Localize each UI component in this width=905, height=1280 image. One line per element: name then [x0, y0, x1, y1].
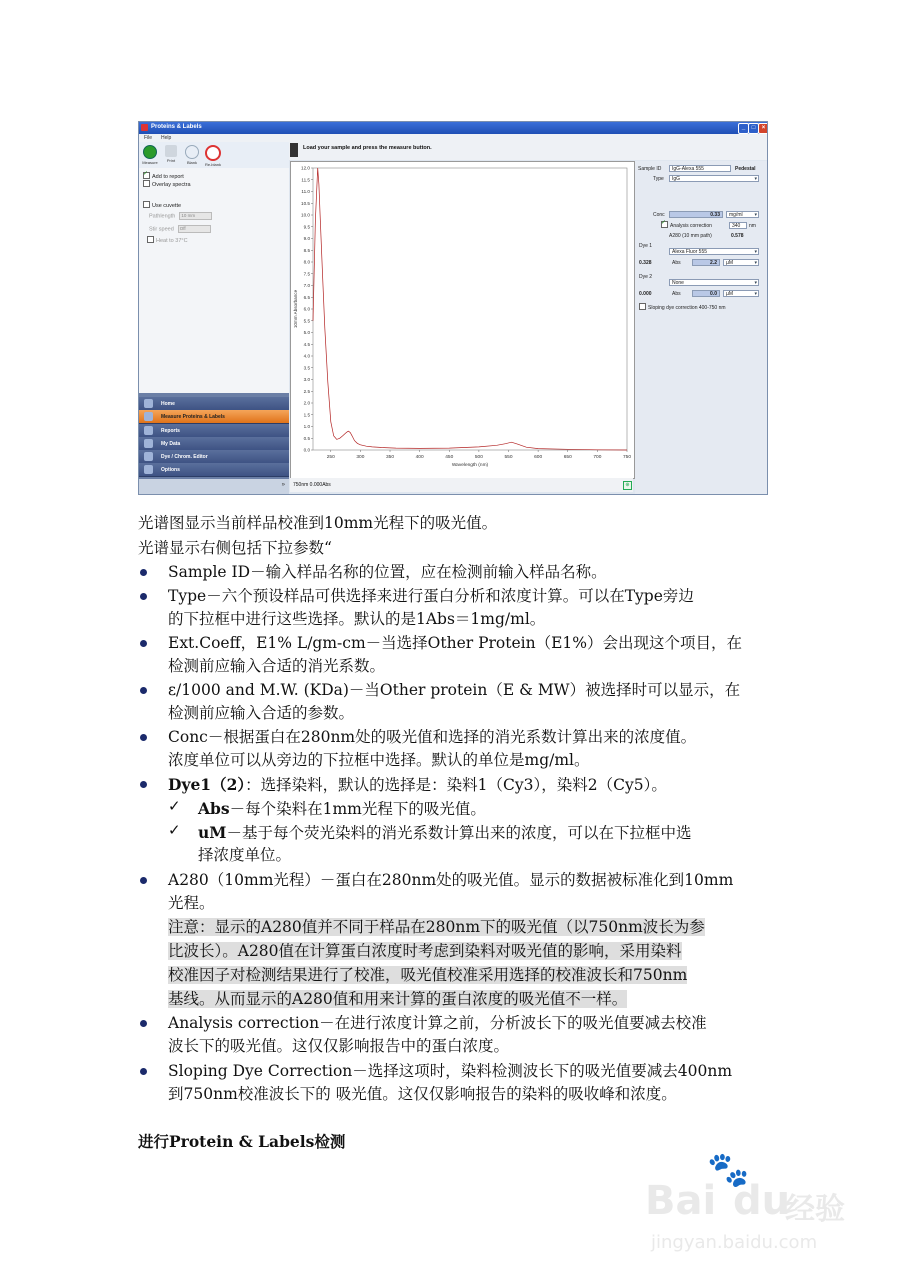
- use-cuvette-label: Use cuvette: [152, 202, 182, 209]
- paragraph-params-intro: 光谱显示右侧包括下拉参数“: [138, 539, 332, 557]
- bullet-icon: [140, 687, 147, 694]
- y-tick-label: 7.0: [303, 283, 310, 289]
- nav-options-label: Options: [161, 467, 180, 473]
- note-line4-text: 基线。从而显示的A280值和用来计算的蛋白浓度的吸光值不一样。: [168, 990, 628, 1008]
- bullet-conc-line1: Conc－根据蛋白在280nm处的吸光值和选择的消光系数计算出来的浓度值。: [168, 728, 697, 746]
- sample-id-label: Sample ID: [638, 166, 662, 172]
- checkbox-checked-icon: [661, 221, 668, 228]
- y-tick-label: 9.5: [303, 224, 310, 230]
- y-tick-label: 5.0: [303, 330, 310, 336]
- type-select[interactable]: IgG ▾: [669, 175, 759, 182]
- watermark-brand: Bai: [645, 1178, 717, 1224]
- note-line3: [168, 964, 687, 987]
- dye-term: Dye1（2）: [168, 775, 246, 794]
- x-tick-label: 400: [415, 455, 424, 460]
- bullet-mw-line2: 检测前应输入合适的参数。: [168, 704, 355, 722]
- bullet-analysis-line2: 波长下的吸光值。这仅仅影响报告中的蛋白浓度。: [168, 1037, 510, 1055]
- y-tick-label: 9.0: [303, 236, 310, 242]
- heat-checkbox[interactable]: [147, 237, 188, 245]
- heat-label: Heat to 37°C: [156, 237, 188, 244]
- collapse-icon[interactable]: »: [281, 482, 285, 488]
- pathlength-select[interactable]: 10 mm: [179, 212, 212, 220]
- um-term: uM: [198, 823, 227, 842]
- reblank-button[interactable]: [204, 145, 222, 167]
- y-tick-label: 3.0: [303, 377, 310, 383]
- data-icon: [144, 439, 153, 448]
- x-tick-label: 450: [445, 455, 454, 460]
- y-tick-label: 10.0: [301, 212, 310, 218]
- bullet-a280-line1: A280（10mm光程）－蛋白在280nm处的吸光值。显示的数据被标准化到10mm: [168, 871, 734, 889]
- note-line1: [168, 916, 705, 939]
- blank-label: Blank: [186, 160, 197, 165]
- y-tick-label: 7.5: [303, 271, 310, 277]
- conc-label: Conc: [653, 212, 665, 218]
- y-tick-label: 3.5: [303, 365, 310, 371]
- paw-icon: 🐾: [707, 1150, 750, 1190]
- y-tick-label: 2.0: [303, 400, 310, 406]
- y-tick-label: 1.5: [303, 412, 310, 418]
- dye1-conc-value: 2.2: [692, 259, 720, 266]
- y-tick-label: 12.0: [301, 165, 310, 171]
- x-tick-label: 350: [386, 455, 395, 460]
- y-tick-label: 0.0: [303, 447, 310, 453]
- bullet-icon: [140, 640, 147, 647]
- checkbox-icon: [143, 180, 150, 187]
- y-tick-label: 5.5: [303, 318, 310, 324]
- bullet-icon: [140, 1068, 147, 1075]
- sample-id-input[interactable]: IgG-Alexa 555: [669, 165, 731, 172]
- status-message: Load your sample and press the measure button.: [303, 145, 432, 151]
- bullet-a280-line2: 光程。: [168, 894, 215, 912]
- y-tick-label: 8.0: [303, 259, 310, 265]
- dye-icon: [144, 452, 153, 461]
- dye2-select[interactable]: None ▾: [669, 279, 759, 286]
- spectrum-plot: [290, 161, 635, 479]
- stir-speed-row: [149, 225, 211, 233]
- x-tick-label: 500: [474, 455, 483, 460]
- baidu-watermark: [645, 1150, 855, 1260]
- bullet-icon: [140, 781, 147, 788]
- bullet-sloping-line1: Sloping Dye Correction－选择这项时，染料检测波长下的吸光值要减去400nm: [168, 1062, 733, 1080]
- bullet-icon: [140, 877, 147, 884]
- checkbox-icon: [639, 303, 646, 310]
- dye2-label: Dye 2: [639, 274, 653, 280]
- x-tick-label: 750: [622, 455, 632, 460]
- nav-measure-proteins[interactable]: [139, 410, 289, 424]
- spectrum-line: [313, 168, 627, 450]
- a280-value: 0.578: [731, 233, 744, 239]
- close-button[interactable]: ×: [758, 123, 768, 134]
- y-axis-label: 10mm Absorbance: [293, 289, 298, 329]
- bullet-extcoeff-line2: 检测前应输入合适的消光系数。: [168, 657, 386, 675]
- x-tick-label: 700: [593, 455, 602, 460]
- app-icon: [141, 124, 148, 131]
- dye1-unit-select[interactable]: µM ▾: [723, 259, 759, 266]
- measure-icon: [144, 412, 153, 421]
- bullet-icon: [140, 569, 147, 576]
- dye-text: ：选择染料，默认的选择是：染料1（Cy3），染料2（Cy5）。: [245, 776, 667, 794]
- checkbox-icon: [143, 201, 150, 208]
- overlay-spectra-checkbox[interactable]: [143, 181, 191, 189]
- conc-value: 0.33: [669, 211, 723, 218]
- nav-home[interactable]: [139, 397, 289, 411]
- watermark-cn: 经验: [785, 1192, 845, 1227]
- x-tick-label: 550: [504, 455, 513, 460]
- y-tick-label: 11.0: [301, 189, 310, 195]
- overlay-spectra-label: Overlay spectra: [152, 181, 191, 188]
- bullet-dye: [168, 773, 667, 797]
- stir-speed-select[interactable]: Off: [178, 225, 211, 233]
- watermark-brand2: du: [733, 1178, 791, 1224]
- section-heading: 进行Protein & Labels检测: [138, 1132, 346, 1151]
- sub-bullet-abs: [198, 797, 486, 821]
- y-tick-label: 4.0: [303, 353, 310, 359]
- measure-button[interactable]: [141, 145, 159, 165]
- paragraph-spectrum-note: 光谱图显示当前样品校准到10mm光程下的吸光值。: [138, 514, 498, 532]
- measure-label: Measure: [142, 160, 158, 165]
- watermark-url: jingyan.baidu.com: [651, 1232, 818, 1253]
- analysis-unit: nm: [749, 223, 756, 229]
- x-axis-label: Wavelength (nm): [451, 463, 489, 468]
- bullet-mw-line1: ε/1000 and M.W. (KDa)－当Other protein（E & MW）被选择时可以显示，在: [168, 681, 741, 699]
- analysis-wavelength-input[interactable]: 340: [729, 222, 747, 229]
- nav-home-label: Home: [161, 401, 175, 407]
- bullet-analysis-line1: Analysis correction－在进行浓度计算之前，分析波长下的吸光值要减去校准: [168, 1014, 707, 1032]
- um-text: －基于每个荧光染料的消光系数计算出来的浓度，可以在下拉框中选: [226, 824, 692, 842]
- bullet-sloping-line2: 到750nm校准波长下的 吸光值。这仅仅影响报告的染料的吸收峰和浓度。: [168, 1085, 677, 1103]
- note-line1-text: 注意：显示的A280值并不同于样品在280nm下的吸光值（以750nm波长为参: [168, 918, 705, 936]
- results-panel: [635, 161, 767, 494]
- menu-file[interactable]: File: [144, 135, 153, 141]
- pathlength-row: [149, 212, 212, 220]
- minimize-button[interactable]: _: [738, 123, 749, 134]
- mode-label: Pedestal: [735, 166, 756, 172]
- dye2-conc-value: 0.0: [692, 290, 720, 297]
- note-line4: [168, 988, 627, 1011]
- dye1-abs-label: Abs: [672, 260, 681, 266]
- add-to-report-label: Add to report: [152, 173, 184, 180]
- nav-reports[interactable]: [139, 424, 289, 438]
- y-tick-label: 11.5: [301, 177, 310, 183]
- x-tick-label: 300: [356, 455, 365, 460]
- y-tick-label: 6.5: [303, 294, 310, 300]
- abs-term: Abs: [198, 799, 230, 818]
- note-line2-text: 比波长）。A280值在计算蛋白浓度时考虑到染料对吸光值的影响，采用染料: [168, 942, 682, 960]
- y-tick-label: 2.5: [303, 388, 310, 394]
- blank-button[interactable]: [183, 145, 201, 165]
- checkbox-icon: [147, 236, 154, 243]
- check-icon: ✓: [168, 821, 181, 839]
- bullet-conc-line2: 浓度单位可以从旁边的下拉框中选择。默认的单位是mg/ml。: [168, 751, 590, 769]
- print-label: Print: [166, 158, 176, 163]
- abs-text: －每个染料在1mm光程下的吸光值。: [229, 800, 486, 818]
- nav-options[interactable]: [139, 463, 289, 477]
- use-cuvette-checkbox[interactable]: [143, 202, 181, 210]
- dye2-absorbance: 0.000: [639, 291, 652, 297]
- y-tick-label: 10.5: [301, 200, 310, 206]
- cursor-readout: 750nm 0.000Abs: [293, 482, 331, 488]
- x-tick-label: 250: [326, 455, 335, 460]
- printer-icon: [165, 145, 177, 157]
- menu-help[interactable]: Help: [161, 135, 172, 141]
- reblank-icon: [205, 145, 221, 161]
- plot-frame: [313, 168, 627, 450]
- nav-my-data[interactable]: [139, 437, 289, 451]
- bullet-icon: [140, 593, 147, 600]
- sub-bullet-um-line1: [198, 821, 691, 845]
- sloping-dye-checkbox[interactable]: [639, 304, 726, 311]
- y-tick-label: 4.5: [303, 341, 310, 347]
- nav-my-data-label: My Data: [161, 441, 181, 447]
- check-icon: ✓: [168, 797, 181, 815]
- spectrum-chart: [291, 162, 634, 478]
- menu-bar: [139, 134, 767, 142]
- nav-footer: [139, 479, 289, 494]
- play-icon: [143, 145, 157, 159]
- sub-bullet-um-line2: 择浓度单位。: [198, 846, 292, 864]
- window-title: Proteins & Labels: [151, 124, 202, 130]
- y-tick-label: 1.0: [303, 424, 310, 430]
- stir-speed-label: Stir speed: [149, 226, 174, 233]
- reblank-label: Re-blank: [204, 162, 221, 167]
- print-button[interactable]: [162, 145, 180, 163]
- plot-footer: [290, 478, 633, 492]
- home-icon: [144, 399, 153, 408]
- dye1-select[interactable]: Alexa Fluor 555 ▾: [669, 248, 759, 255]
- note-line2: [168, 940, 682, 963]
- back-icon[interactable]: [290, 143, 298, 157]
- nav-measure-label: Measure Proteins & Labels: [161, 414, 225, 420]
- bullet-icon: [140, 734, 147, 741]
- conc-unit-select[interactable]: mg/ml ▾: [726, 211, 759, 218]
- analysis-label: Analysis correction: [670, 222, 712, 229]
- x-tick-label: 600: [534, 455, 543, 460]
- dye2-abs-label: Abs: [672, 291, 681, 297]
- options-panel: [139, 168, 289, 393]
- message-bar: [289, 142, 767, 160]
- analysis-correction-checkbox[interactable]: [661, 222, 712, 229]
- type-label: Type: [653, 176, 664, 182]
- y-tick-label: 6.0: [303, 306, 310, 312]
- pathlength-label: Pathlength: [149, 213, 176, 220]
- nav-dye-label: Dye / Chrom. Editor: [161, 454, 208, 460]
- bullet-sample-id: Sample ID－输入样品名称的位置，应在检测前输入样品名称。: [168, 563, 607, 581]
- zoom-icon[interactable]: ⊕: [623, 481, 632, 490]
- toolbar: [139, 142, 289, 168]
- y-tick-label: 8.5: [303, 247, 310, 253]
- blank-icon: [185, 145, 199, 159]
- reports-icon: [144, 426, 153, 435]
- bullet-type-line1: Type－六个预设样品可供选择来进行蛋白分析和浓度计算。可以在Type旁边: [168, 587, 694, 605]
- bullet-extcoeff-line1: Ext.Coeff，E1% L/gm-cm－当选择Other Protein（E1%）会出现这个项目，在: [168, 634, 743, 652]
- bullet-type-line2: 的下拉框中进行这些选择。默认的是1Abs＝1mg/ml。: [168, 610, 546, 628]
- nav-dye-editor[interactable]: [139, 450, 289, 464]
- checkbox-checked-icon: [143, 172, 150, 179]
- y-tick-label: 0.5: [303, 435, 310, 441]
- x-tick-label: 650: [563, 455, 572, 460]
- note-line3-text: 校准因子对检测结果进行了校准，吸光值校准采用选择的校准波长和750nm: [168, 966, 688, 984]
- a280-label: A280 (10 mm path): [669, 233, 712, 239]
- options-icon: [144, 465, 153, 474]
- dye2-unit-select[interactable]: µM ▾: [723, 290, 759, 297]
- bullet-icon: [140, 1020, 147, 1027]
- nav-reports-label: Reports: [161, 428, 180, 434]
- dye1-label: Dye 1: [639, 243, 653, 249]
- title-bar: [139, 122, 767, 134]
- maximize-button[interactable]: □: [748, 123, 759, 134]
- app-window-screenshot: [138, 121, 768, 495]
- sloping-dye-label: Sloping dye correction 400-750 nm: [648, 304, 726, 311]
- dye1-absorbance: 0.328: [639, 260, 652, 266]
